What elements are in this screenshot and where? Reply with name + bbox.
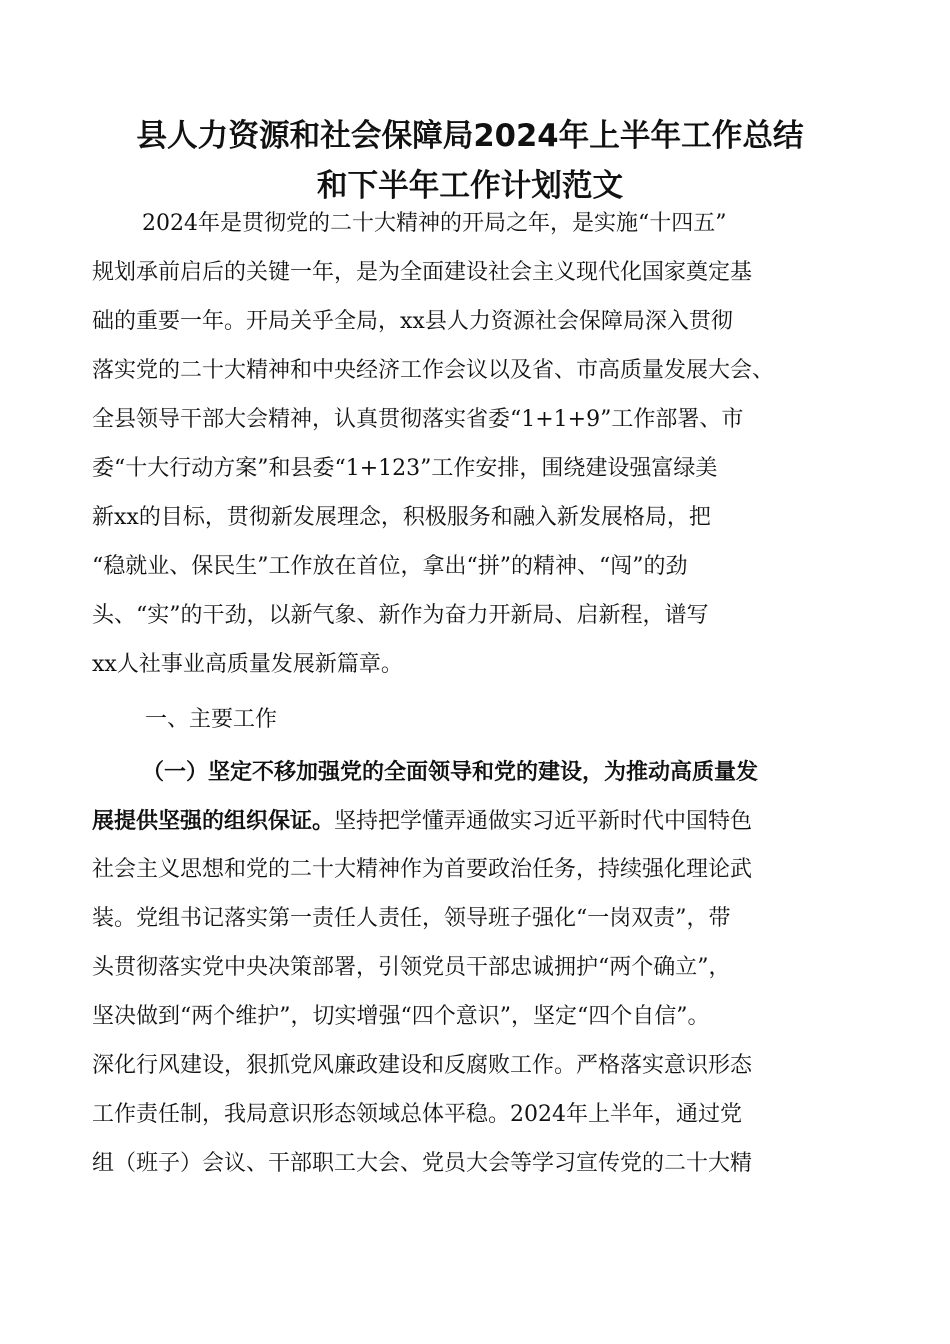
intro-line-8: “稳就业、保民生”工作放在首位，拿出“拼”的精神、“闯”的劲 [92, 554, 688, 579]
intro-line-4: 落实党的二十大精神和中央经济工作会议以及省、市高质量发展大会、 [92, 358, 775, 383]
intro-line-1: 2024年是贯彻党的二十大精神的开局之年，是实施“十四五” [142, 211, 727, 236]
subsection-heading-line-2 [92, 805, 752, 838]
body-line-1: 社会主义思想和党的二十大精神作为首要政治任务，持续强化理论武 [92, 857, 753, 882]
body-line-4: 坚决做到“两个维护”，切实增强“四个意识”，坚定“四个自信”。 [92, 1004, 710, 1029]
intro-line-3: 础的重要一年。开局关乎全局，xx县人力资源社会保障局深入贯彻 [92, 309, 733, 334]
body-line-6: 工作责任制，我局意识形态领域总体平稳。2024年上半年，通过党 [92, 1102, 742, 1127]
subsection-heading-line-1 [142, 756, 758, 789]
intro-line-7: 新xx的目标，贯彻新发展理念，积极服务和融入新发展格局，把 [92, 505, 711, 530]
subsection-bold-text-1: （一）坚定不移加强党的全面领导和党的建设，为推动高质量发 [142, 759, 759, 785]
body-line-5: 深化行风建设，狠抓党风廉政建设和反腐败工作。严格落实意识形态 [92, 1053, 753, 1078]
intro-line-5: 全县领导干部大会精神，认真贯彻落实省委“1+1+9”工作部署、市 [92, 407, 744, 432]
intro-line-6: 委“十大行动方案”和县委“1+123”工作安排，围绕建设强富绿美 [92, 456, 718, 481]
intro-line-9: 头、“实”的干劲，以新气象、新作为奋力开新局、启新程，谱写 [92, 603, 709, 628]
document-title-line-1: 县人力资源和社会保障局2024年上半年工作总结 [136, 118, 804, 154]
intro-line-10: xx人社事业高质量发展新篇章。 [92, 652, 403, 677]
intro-line-2: 规划承前启后的关键一年，是为全面建设社会主义现代化国家奠定基 [92, 260, 753, 285]
section-heading: 一、主要工作 [145, 707, 278, 732]
document-title-line-2: 和下半年工作计划范文 [316, 168, 624, 204]
subsection-line-2-text: 坚持把学懂弄通做实习近平新时代中国特色 [334, 809, 753, 834]
subsection-bold-text-2: 展提供坚强的组织保证。 [92, 808, 335, 834]
body-line-2: 装。党组书记落实第一责任人责任，领导班子强化“一岗双责”，带 [92, 906, 731, 931]
body-line-3: 头贯彻落实党中央决策部署，引领党员干部忠诚拥护“两个确立”， [92, 955, 731, 980]
body-line-7: 组（班子）会议、干部职工大会、党员大会等学习宣传党的二十大精 [92, 1151, 753, 1176]
